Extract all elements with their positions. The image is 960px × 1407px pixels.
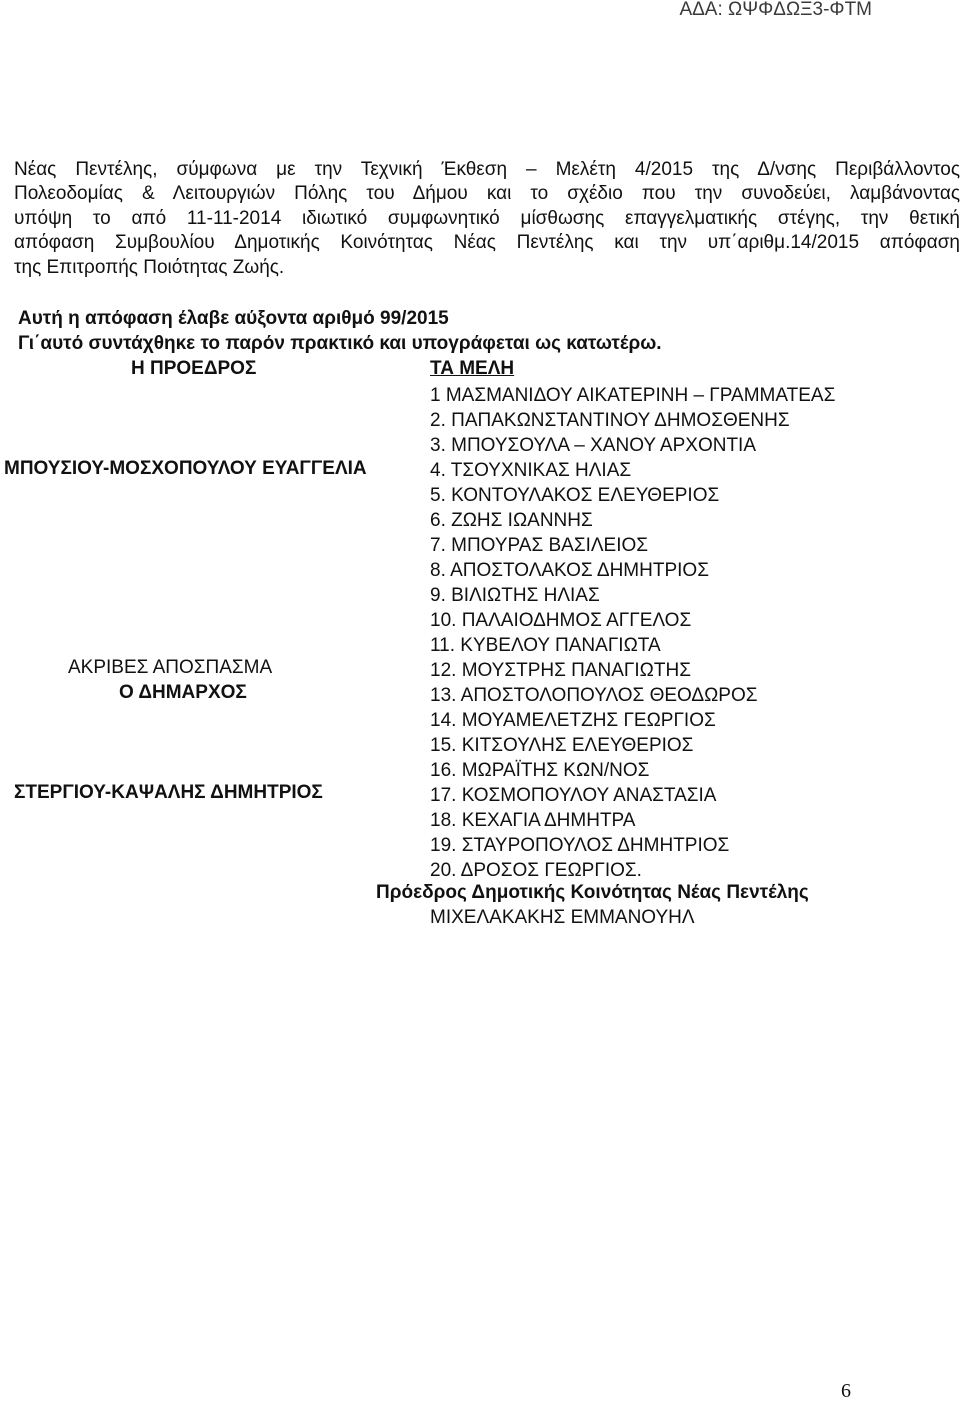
community-president-name: ΜΙΧΕΛΑΚΑΚΗΣ ΕΜΜΑΝΟΥΗΛ xyxy=(430,907,695,928)
member-item: 4. ΤΣΟΥΧΝΙΚΑΣ ΗΛΙΑΣ xyxy=(430,460,632,481)
mayor-name: ΣΤΕΡΓΙΟΥ-ΚΑΨΑΛΗΣ ΔΗΜΗΤΡΙΟΣ xyxy=(14,782,323,803)
member-item: 10. ΠΑΛΑΙΟΔΗΜΟΣ ΑΓΓΕΛΟΣ xyxy=(430,610,692,631)
president-name: ΜΠΟΥΣΙΟΥ-ΜΟΣΧΟΠΟΥΛΟΥ ΕΥΑΓΓΕΛΙΑ xyxy=(4,458,367,479)
compiled-statement: Γι΄αυτό συντάχθηκε το παρόν πρακτικό και υπογράφεται ως κατωτέρω. xyxy=(18,333,662,354)
ada-code: ΑΔΑ: ΩΨΦΔΩΞ3-ΦΤΜ xyxy=(679,0,872,20)
member-item: 2. ΠΑΠΑΚΩΝΣΤΑΝΤΙΝΟΥ ΔΗΜΟΣΘΕΝΗΣ xyxy=(430,410,790,431)
president-heading: Η ΠΡΟΕΔΡΟΣ xyxy=(131,358,257,379)
member-item: 9. ΒΙΛΙΩΤΗΣ ΗΛΙΑΣ xyxy=(430,585,600,606)
body-line: απόφαση Συμβουλίου Δημοτικής Κοινότητας Νέας Πεντέλης και την υπ΄αριθμ.14/2015 απόφαση xyxy=(14,232,960,254)
member-item: 14. ΜΟΥΑΜΕΛΕΤΖΗΣ ΓΕΩΡΓΙΟΣ xyxy=(430,710,716,731)
members-heading: ΤΑ ΜΕΛΗ xyxy=(430,358,515,379)
member-item: 1 ΜΑΣΜΑΝΙΔΟΥ ΑΙΚΑΤΕΡΙΝΗ – ΓΡΑΜΜΑΤΕΑΣ xyxy=(430,385,836,406)
member-item: 3. ΜΠΟΥΣΟΥΛΑ – ΧΑΝΟΥ ΑΡΧΟΝΤΙΑ xyxy=(430,435,756,456)
decision-number-line: Αυτή η απόφαση έλαβε αύξοντα αριθμό 99/2015 xyxy=(18,308,449,329)
member-item: 20. ΔΡΟΣΟΣ ΓΕΩΡΓΙΟΣ. xyxy=(430,860,642,881)
member-item: 16. ΜΩΡΑΪΤΗΣ ΚΩΝ/ΝΟΣ xyxy=(430,760,650,781)
member-item: 19. ΣΤΑΥΡΟΠΟΥΛΟΣ ΔΗΜΗΤΡΙΟΣ xyxy=(430,835,730,856)
member-item: 15. ΚΙΤΣΟΥΛΗΣ ΕΛΕΥΘΕΡΙΟΣ xyxy=(430,735,694,756)
mayor-title: Ο ΔΗΜΑΡΧΟΣ xyxy=(119,682,247,703)
member-item: 6. ΖΩΗΣ ΙΩΑΝΝΗΣ xyxy=(430,510,593,531)
member-item: 8. ΑΠΟΣΤΟΛΑΚΟΣ ΔΗΜΗΤΡΙΟΣ xyxy=(430,560,709,581)
body-line: Πολεοδομίας & Λειτουργιών Πόλης του Δήμου και το σχέδιο που την συνοδεύει, λαμβάνοντας xyxy=(14,183,960,205)
community-president-title: Πρόεδρος Δημοτικής Κοινότητας Νέας Πεντέλης xyxy=(376,882,809,903)
member-item: 5. ΚΟΝΤΟΥΛΑΚΟΣ ΕΛΕΥΘΕΡΙΟΣ xyxy=(430,485,720,506)
member-item: 12. ΜΟΥΣΤΡΗΣ ΠΑΝΑΓΙΩΤΗΣ xyxy=(430,660,691,681)
body-line: υπόψη το από 11-11-2014 ιδιωτικό συμφωνητικό μίσθωσης επαγγελματικής στέγης, την θετική xyxy=(14,207,960,229)
member-item: 18. ΚΕΧΑΓΙΑ ΔΗΜΗΤΡΑ xyxy=(430,810,636,831)
member-item: 11. ΚΥΒΕΛΟΥ ΠΑΝΑΓΙΩΤΑ xyxy=(430,635,661,656)
true-copy-label: ΑΚΡΙΒΕΣ ΑΠΟΣΠΑΣΜΑ xyxy=(68,657,273,678)
page-number: 6 xyxy=(841,1380,851,1402)
body-line: της Επιτροπής Ποιότητας Ζωής. xyxy=(14,256,285,278)
body-line: Νέας Πεντέλης, σύμφωνα με την Τεχνική Έκθεση – Μελέτη 4/2015 της Δ/νσης Περιβάλλοντος xyxy=(14,159,960,180)
member-item: 17. ΚΟΣΜΟΠΟΥΛΟΥ ΑΝΑΣΤΑΣΙΑ xyxy=(430,785,717,806)
member-item: 7. ΜΠΟΥΡΑΣ ΒΑΣΙΛΕΙΟΣ xyxy=(430,535,649,556)
members-list xyxy=(430,383,835,883)
member-item: 13. ΑΠΟΣΤΟΛΟΠΟΥΛΟΣ ΘΕΟΔΩΡΟΣ xyxy=(430,685,758,706)
body-paragraph xyxy=(14,158,960,280)
